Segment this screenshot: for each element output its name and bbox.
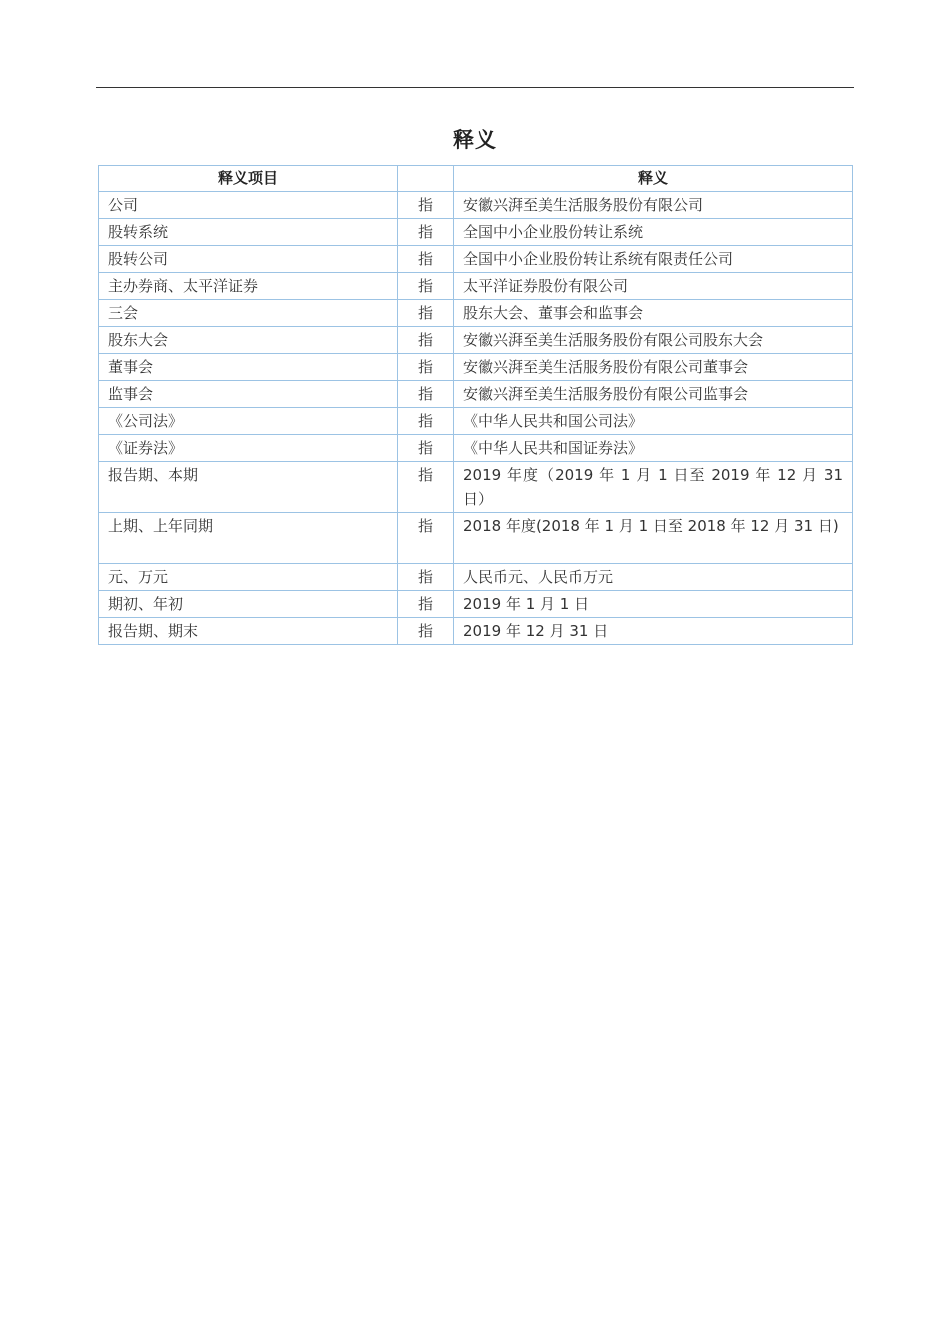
- ref-cell: 指: [398, 591, 454, 618]
- term-cell: 董事会: [99, 354, 398, 381]
- term-cell: 《公司法》: [99, 408, 398, 435]
- table-row: [99, 327, 853, 354]
- ref-cell: 指: [398, 381, 454, 408]
- definition-cell: 全国中小企业股份转让系统: [454, 219, 853, 246]
- term-cell: 报告期、本期: [99, 462, 398, 513]
- header-rule: [96, 87, 854, 88]
- table-row: [99, 408, 853, 435]
- definition-cell: 安徽兴湃至美生活服务股份有限公司监事会: [454, 381, 853, 408]
- term-cell: 元、万元: [99, 564, 398, 591]
- ref-cell: 指: [398, 435, 454, 462]
- definition-cell: 安徽兴湃至美生活服务股份有限公司股东大会: [454, 327, 853, 354]
- definition-cell: 全国中小企业股份转让系统有限责任公司: [454, 246, 853, 273]
- table-row: [99, 513, 853, 564]
- ref-cell: 指: [398, 219, 454, 246]
- page-title: 释义: [453, 128, 497, 152]
- term-cell: 《证券法》: [99, 435, 398, 462]
- definition-cell: 安徽兴湃至美生活服务股份有限公司董事会: [454, 354, 853, 381]
- ref-cell: 指: [398, 513, 454, 564]
- ref-cell: 指: [398, 462, 454, 513]
- table-row: [99, 273, 853, 300]
- column-header-term: 释义项目: [99, 166, 398, 192]
- column-header-definition: 释义: [454, 166, 853, 192]
- table-row: [99, 219, 853, 246]
- definition-cell: 2018 年度(2018 年 1 月 1 日至 2018 年 12 月 31 日): [454, 513, 853, 564]
- table-row: [99, 618, 853, 645]
- table-row: [99, 354, 853, 381]
- ref-cell: 指: [398, 246, 454, 273]
- ref-cell: 指: [398, 273, 454, 300]
- definition-cell: 2019 年 1 月 1 日: [454, 591, 853, 618]
- definition-cell: 安徽兴湃至美生活服务股份有限公司: [454, 192, 853, 219]
- table-row: [99, 381, 853, 408]
- term-cell: 股转系统: [99, 219, 398, 246]
- column-header-ref: [398, 166, 454, 192]
- term-cell: 主办券商、太平洋证券: [99, 273, 398, 300]
- term-cell: 监事会: [99, 381, 398, 408]
- ref-cell: 指: [398, 300, 454, 327]
- term-cell: 股东大会: [99, 327, 398, 354]
- table-header-row: [99, 166, 853, 192]
- definition-cell: 2019 年 12 月 31 日: [454, 618, 853, 645]
- term-cell: 报告期、期末: [99, 618, 398, 645]
- table-row: [99, 300, 853, 327]
- definition-cell: 《中华人民共和国证券法》: [454, 435, 853, 462]
- term-cell: 三会: [99, 300, 398, 327]
- table-row: [99, 192, 853, 219]
- ref-cell: 指: [398, 618, 454, 645]
- definition-cell: 太平洋证券股份有限公司: [454, 273, 853, 300]
- definition-cell: 股东大会、董事会和监事会: [454, 300, 853, 327]
- ref-cell: 指: [398, 354, 454, 381]
- term-cell: 期初、年初: [99, 591, 398, 618]
- term-cell: 公司: [99, 192, 398, 219]
- ref-cell: 指: [398, 327, 454, 354]
- table-row: [99, 462, 853, 513]
- table-row: [99, 246, 853, 273]
- term-cell: 上期、上年同期: [99, 513, 398, 564]
- table-row: [99, 591, 853, 618]
- term-cell: 股转公司: [99, 246, 398, 273]
- definition-cell: 人民币元、人民币万元: [454, 564, 853, 591]
- table-row: [99, 564, 853, 591]
- table-row: [99, 435, 853, 462]
- ref-cell: 指: [398, 192, 454, 219]
- definition-cell: 《中华人民共和国公司法》: [454, 408, 853, 435]
- glossary-table: [98, 165, 853, 645]
- ref-cell: 指: [398, 408, 454, 435]
- ref-cell: 指: [398, 564, 454, 591]
- definition-cell: 2019 年度（2019 年 1 月 1 日至 2019 年 12 月 31 日）: [454, 462, 853, 513]
